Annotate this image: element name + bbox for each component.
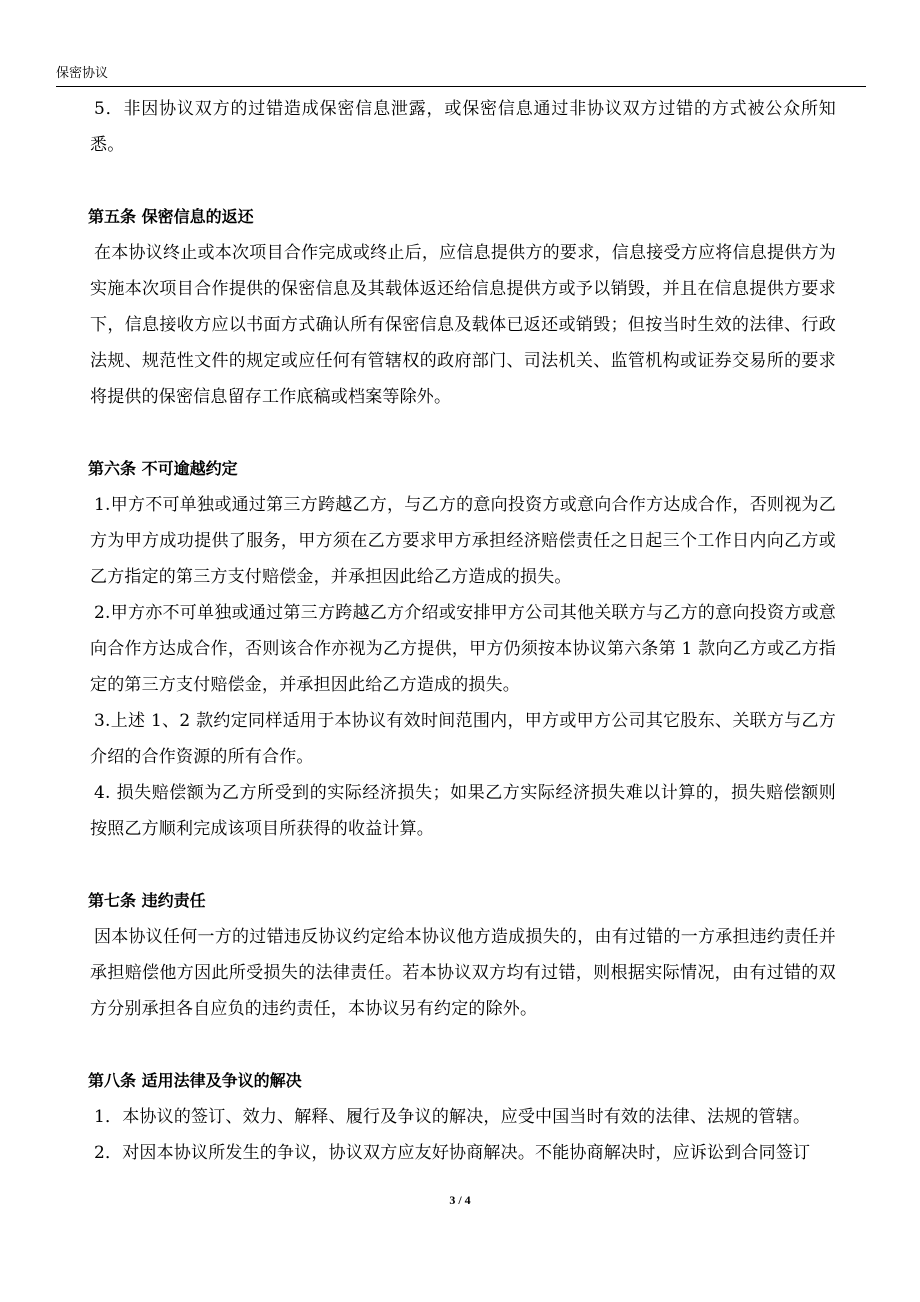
section-6-item-3: 3.上述 1、2 款约定同样适用于本协议有效时间范围内，甲方或甲方公司其它股东、关联方与乙方介绍的合作资源的所有合作。 <box>90 711 836 767</box>
page-number: 3 / 4 <box>449 1193 471 1207</box>
section-7-paragraph: 因本协议任何一方的过错违反协议约定给本协议他方造成损失的，由有过错的一方承担违约责任并承担赔偿他方因此所受损失的法律责任。若本协议双方均有过错，则根据实际情况，由有过错的双方分别承担各自应负的违约责任，本协议另有约定的除外。 <box>90 927 836 1019</box>
section-6-item-4: 4. 损失赔偿额为乙方所受到的实际经济损失；如果乙方实际经济损失难以计算的，损失赔偿额则按照乙方顺利完成该项目所获得的收益计算。 <box>90 783 836 839</box>
section-5-paragraph: 在本协议终止或本次项目合作完成或终止后，应信息提供方的要求，信息接受方应将信息提供方为实施本次项目合作提供的保密信息及其载体返还给信息提供方或予以销毁，并且在信息提供方要求下，信息接收方应以书面方式确认所有保密信息及载体已返还或销毁；但按当时生效的法律、行政法规、规范性文件的规定或应任何有管辖权的政府部门、司法机关、监管机构或证券交易所的要求将提供的保密信息留存工作底稿或档案等除外。 <box>90 243 836 407</box>
section-8-item-2: 2．对因本协议所发生的争议，协议双方应友好协商解决。不能协商解决时，应诉讼到合同签订 <box>94 1143 811 1163</box>
page-header <box>56 64 866 87</box>
section-7-heading: 第七条 违约责任 <box>88 891 206 910</box>
document-body <box>88 91 878 1171</box>
header-title: 保密协议 <box>56 66 109 81</box>
section-6-heading: 第六条 不可逾越约定 <box>88 459 238 478</box>
section-8-item-1: 1．本协议的签订、效力、解释、履行及争议的解决，应受中国当时有效的法律、法规的管辖。 <box>94 1107 811 1127</box>
section-6-item-1: 1.甲方不可单独或通过第三方跨越乙方，与乙方的意向投资方或意向合作方达成合作，否则视为乙方为甲方成功提供了服务，甲方须在乙方要求甲方承担经济赔偿责任之日起三个工作日内向乙方或乙方指定的第三方支付赔偿金，并承担因此给乙方造成的损失。 <box>90 495 836 587</box>
clause-4-item-5: 5．非因协议双方的过错造成保密信息泄露，或保密信息通过非协议双方过错的方式被公众所知悉。 <box>90 99 836 155</box>
section-6-item-2: 2.甲方亦不可单独或通过第三方跨越乙方介绍或安排甲方公司其他关联方与乙方的意向投资方或意向合作方达成合作，否则该合作亦视为乙方提供，甲方仍须按本协议第六条第 1 款向乙方或乙方指定的第三方支付赔偿金，并承担因此给乙方造成的损失。 <box>90 603 836 695</box>
section-5-heading: 第五条 保密信息的返还 <box>88 207 254 226</box>
section-8-heading: 第八条 适用法律及争议的解决 <box>88 1071 302 1090</box>
